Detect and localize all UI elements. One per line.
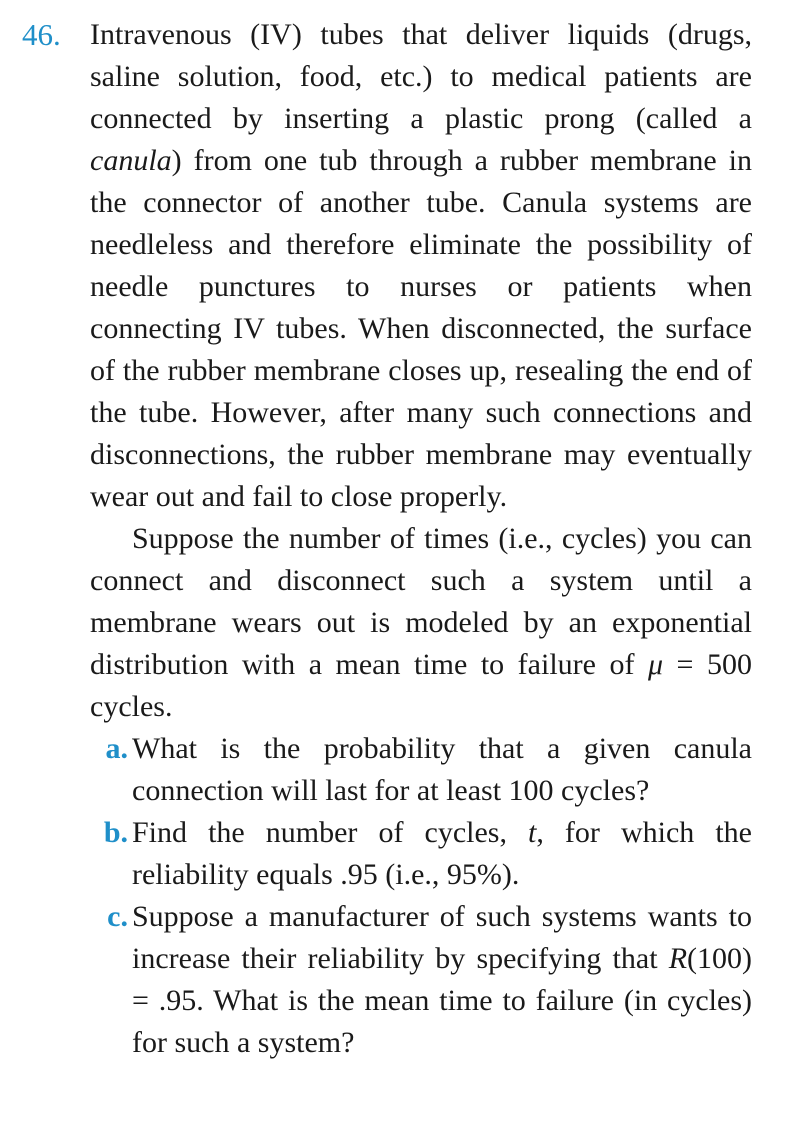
reliability-function: R [668, 942, 688, 975]
question-c [107, 896, 752, 1064]
question-b [103, 812, 752, 896]
question-b-text [132, 812, 752, 896]
question-c-rest: (100) = .95. What is the mean time to failure (in cycles) for such a system? [132, 942, 752, 1059]
model-text-rest: = 500 cycles. [90, 648, 752, 723]
intro-text-rest: ) from one tub through a rubber membrane in the connector of another tube. Canula systems are needleless and therefore eliminate the possibility of needle punctures to nurses or patients when connecting IV tubes. When disconnected, the surface of the rubber membrane closes up, resealing the end of the tube. However, after many such connections and disconnections, the rubber membrane may eventually wear out and fail to close properly. [90, 144, 752, 513]
question-b-rest: , for which the reliability equals .95 (i.e., 95%). [132, 816, 752, 891]
question-a-label: a. [105, 732, 128, 765]
paragraph-intro [90, 14, 752, 518]
canula-term: canula [90, 144, 172, 177]
variable-t: t [528, 816, 537, 849]
question-a [105, 728, 752, 812]
question-c-label: c. [107, 900, 128, 933]
exercise-46 [22, 14, 752, 1064]
intro-text-lead: Intravenous (IV) tubes that deliver liquids (drugs, saline solution, food, etc.) to medical patients are connected by inserting a plastic prong (called a [90, 18, 752, 135]
question-b-lead: Find the number of cycles, [132, 816, 529, 849]
question-a-text: What is the probability that a given canula connection will last for at least 100 cycles? [132, 732, 752, 807]
exercise-number: 46. [22, 17, 61, 52]
paragraph-model [90, 518, 752, 728]
model-text-lead: Suppose the number of times (i.e., cycles) you can connect and disconnect such a system until a membrane wears out is modeled by an exponential distribution with a mean time to failure of [90, 522, 752, 681]
mu-symbol: μ [647, 648, 664, 681]
question-c-lead: Suppose a manufacturer of such systems wants to increase their reliability by specifying that [132, 900, 752, 975]
question-c-text [132, 896, 752, 1064]
question-b-label: b. [103, 816, 128, 849]
exercise-body [90, 14, 752, 1064]
